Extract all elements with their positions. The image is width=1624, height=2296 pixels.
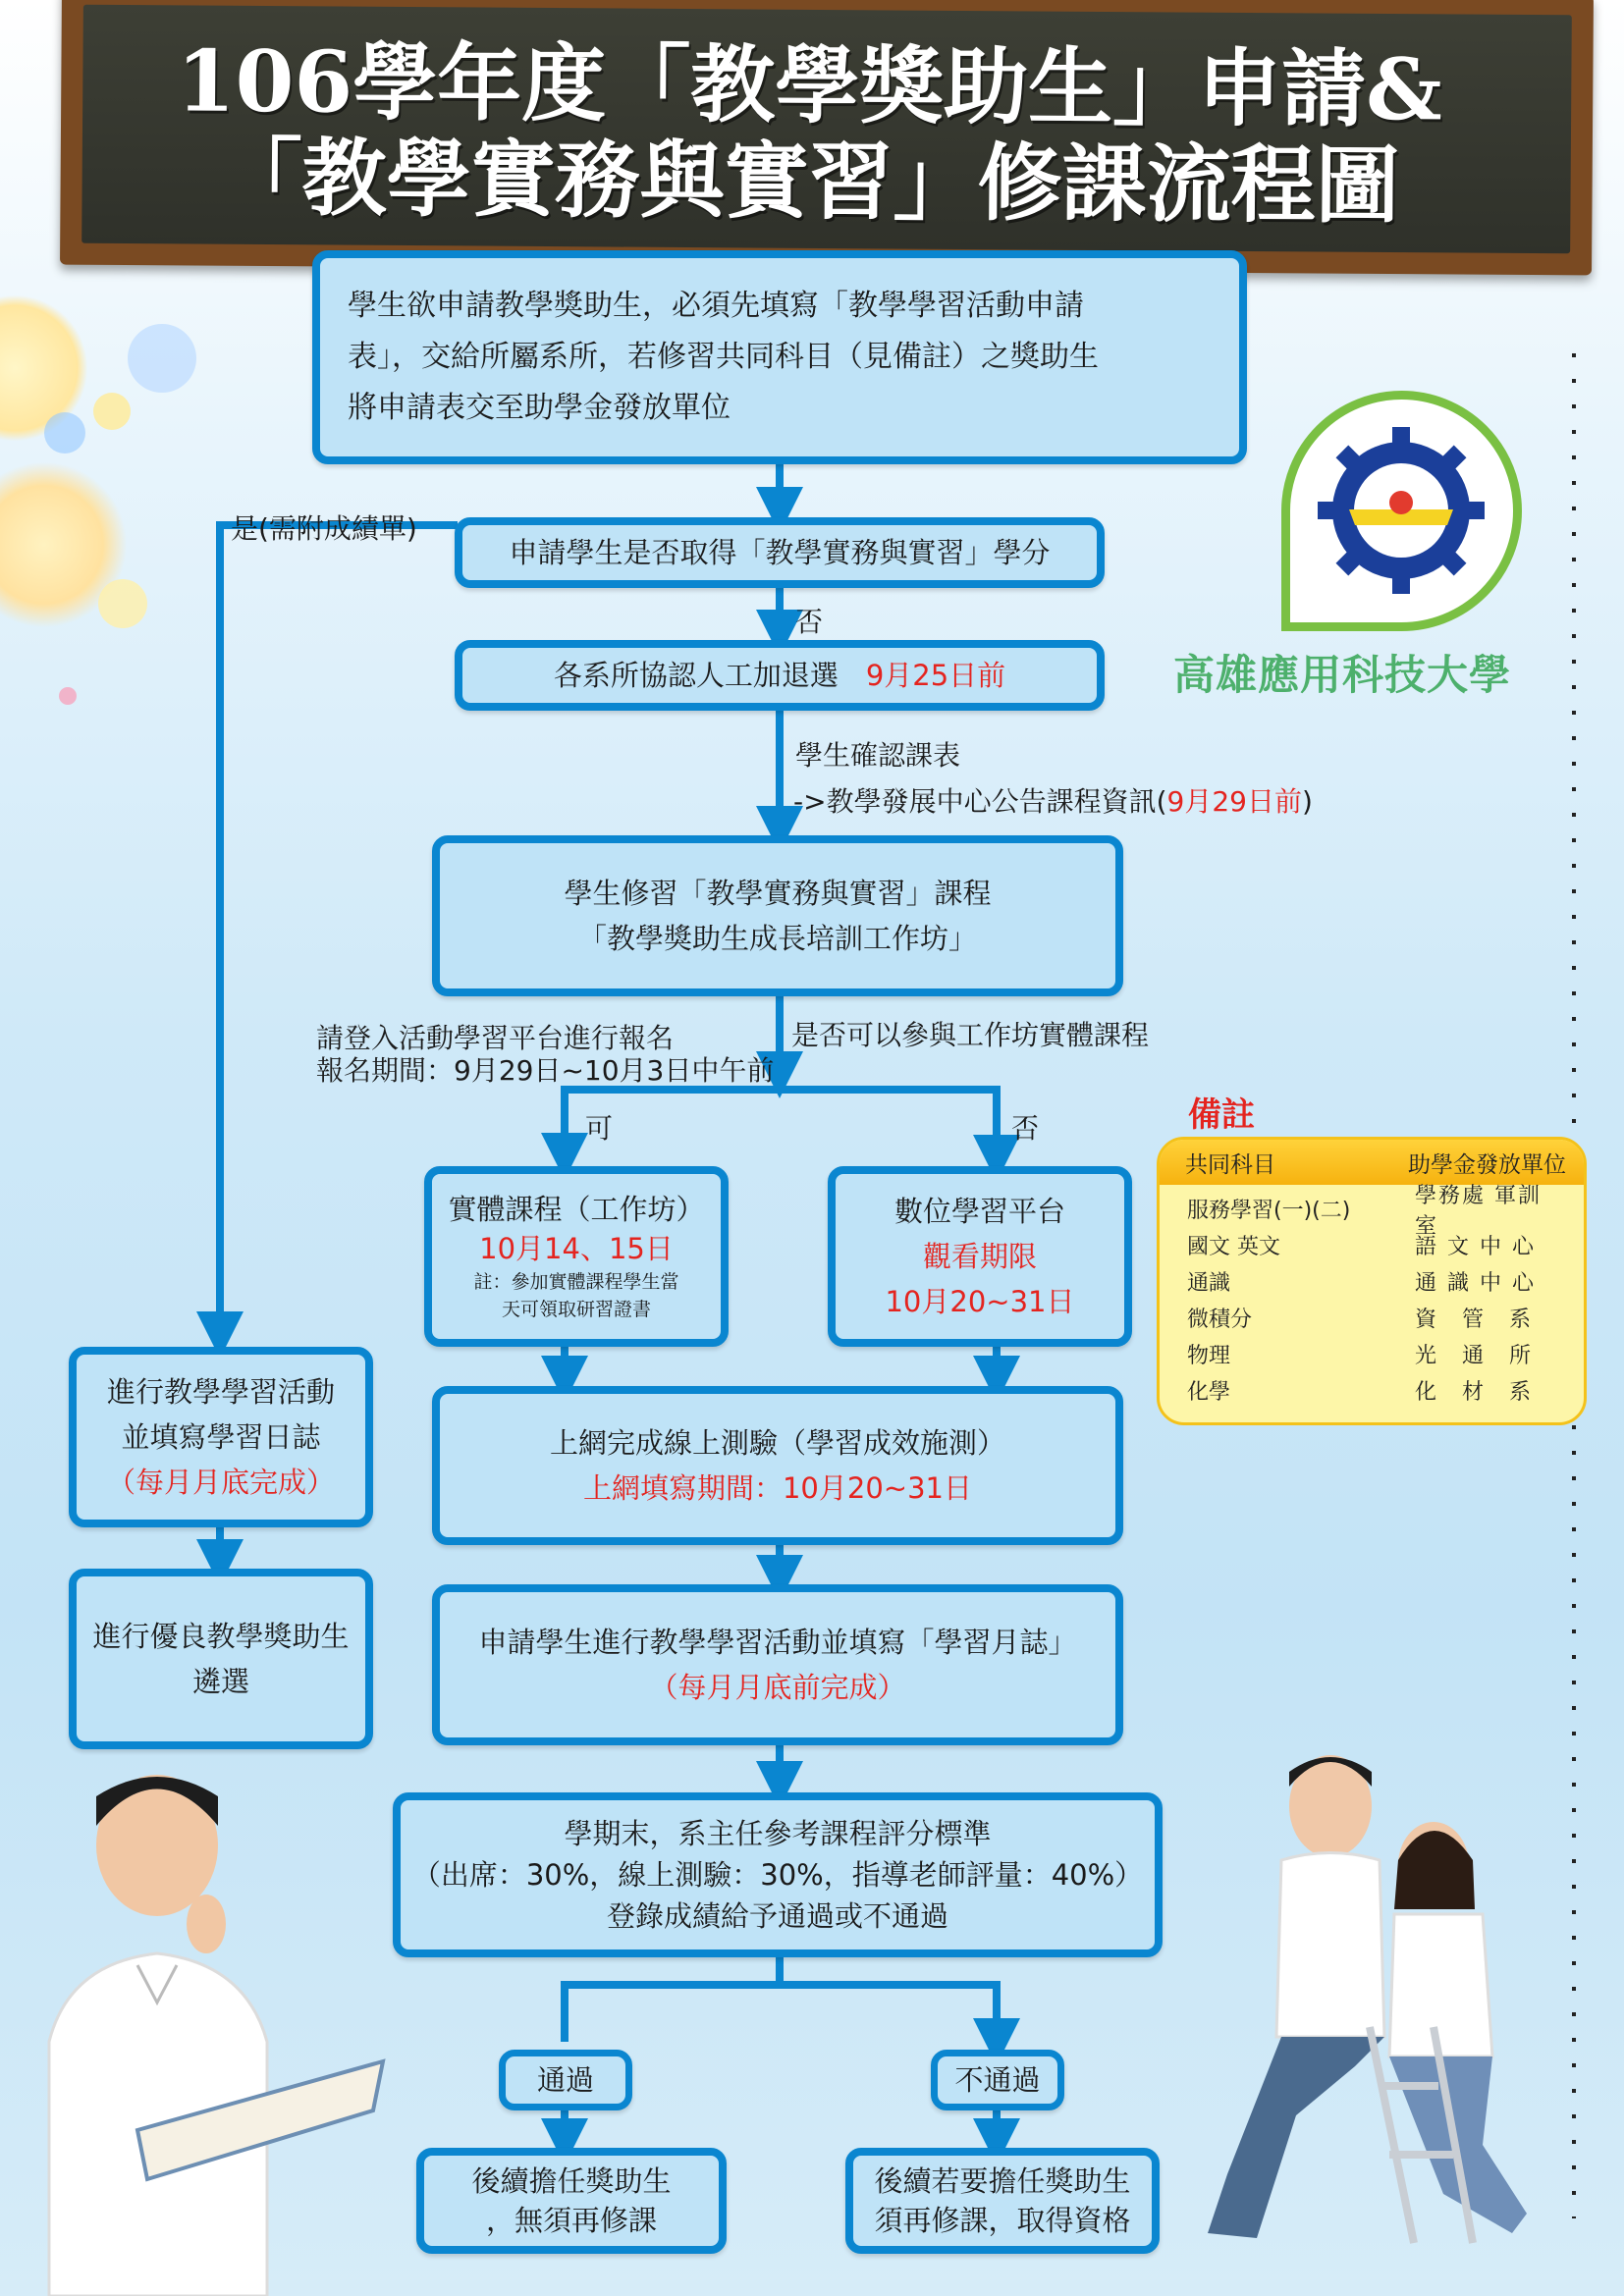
physical-date: 10月14、15日 [479, 1232, 674, 1265]
fail-result-line1: 後續若要擔任獎助生 [874, 2164, 1131, 2198]
start-box [312, 250, 1247, 464]
notes-row [1160, 1183, 1584, 1239]
digital-title: 數位學習平台 [893, 1195, 1065, 1228]
online-test-box [432, 1386, 1123, 1545]
notes-subject: 服務學習(一)(二) [1187, 1199, 1351, 1223]
selection-line2: 遴選 [191, 1665, 249, 1698]
monthly-line1: 申請學生進行教學學習活動並填寫「學習月誌」 [478, 1626, 1077, 1659]
confirm-line2-prefix: ->教學發展中心公告課程資訊( [793, 785, 1167, 818]
students-sitting-illustration [1188, 1742, 1600, 2253]
activity-box [69, 1347, 373, 1527]
notes-row [1160, 1300, 1584, 1336]
add-drop-text: 各系所協認人工加退選 [553, 659, 839, 692]
digital-period-label: 觀看期限 [922, 1240, 1037, 1273]
split-workshop [565, 1090, 997, 1158]
fail-result-box [845, 2148, 1160, 2254]
grading-line3: 登錄成績給予通過或不通過 [606, 1899, 948, 1933]
notes-unit: 化 材 系 [1415, 1380, 1534, 1405]
university-logo [1281, 391, 1522, 631]
decision-credit: 申請學生是否取得「教學實務與實習」學分 [455, 517, 1105, 588]
confirm-line2-date: 9月29日前 [1166, 785, 1302, 818]
notes-subject: 國文 英文 [1187, 1235, 1280, 1259]
selection-box [69, 1569, 373, 1749]
label-can: 可 [585, 1112, 614, 1145]
notes-subject: 通識 [1187, 1271, 1231, 1296]
online-test-line2: 上網填寫期間：10月20~31日 [582, 1471, 972, 1505]
register-note-line1: 請登入活動學習平台進行報名 [316, 1022, 675, 1054]
course-line1: 學生修習「教學實務與實習」課程 [564, 877, 992, 910]
student-reading-illustration [10, 1757, 393, 2296]
pass-result-line1: 後續擔任獎助生 [471, 2164, 672, 2198]
add-drop-box [455, 640, 1105, 711]
page-title-line2: 「教學實務與實習」修課流程圖 [217, 128, 1400, 237]
pass-box: 通過 [499, 2050, 632, 2110]
notes-subject: 微積分 [1187, 1308, 1253, 1332]
activity-line2: 並填寫學習日誌 [121, 1420, 321, 1454]
notes-unit: 學務處 軍訓室 [1415, 1183, 1542, 1239]
notes-row [1160, 1227, 1584, 1263]
notes-row [1160, 1372, 1584, 1409]
grading-box [393, 1792, 1163, 1957]
notes-unit: 通 識 中 心 [1415, 1271, 1536, 1296]
monthly-log-box [432, 1584, 1123, 1745]
start-line2: 表」，交給所屬系所，若修習共同科目（見備註）之獎助生 [348, 340, 1099, 374]
confirm-line2 [793, 780, 1313, 820]
notes-table [1157, 1137, 1587, 1425]
university-name: 高雄應用科技大學 [1173, 651, 1512, 699]
physical-note2: 天可領取研習證書 [501, 1299, 651, 1320]
label-yes-transcript: 是(需附成績單) [231, 512, 417, 545]
selection-line1: 進行優良教學獎助生 [92, 1620, 350, 1653]
physical-course-box [424, 1166, 729, 1347]
activity-line1: 進行教學學習活動 [106, 1375, 335, 1409]
notes-title: 備註 [1188, 1095, 1255, 1135]
label-no-2: 否 [1011, 1112, 1040, 1145]
notes-subject: 化學 [1187, 1380, 1231, 1405]
pass-result-line2: ，無須再修課 [485, 2204, 657, 2237]
digital-platform-box [828, 1166, 1132, 1347]
decision-workshop: 是否可以參與工作坊實體課程 [791, 1019, 1150, 1051]
monthly-line2: （每月月底前完成） [649, 1671, 906, 1704]
start-line3: 將申請表交至助學金發放單位 [348, 391, 731, 425]
physical-title: 實體課程（工作坊） [448, 1193, 705, 1226]
notes-unit: 語 文 中 心 [1415, 1235, 1536, 1259]
grading-line2: （出席：30%，線上測驗：30%，指導老師評量：40%） [411, 1858, 1144, 1892]
confirm-line2-suffix: ) [1301, 785, 1313, 818]
path-yes-left [220, 525, 458, 1335]
notes-col-subject: 共同科目 [1185, 1151, 1275, 1178]
register-note-line2: 報名期間：9月29日~10月3日中午前 [316, 1054, 775, 1087]
fail-result-line2: 須再修課，取得資格 [874, 2204, 1131, 2237]
grading-line1: 學期末，系主任參考課程評分標準 [564, 1817, 992, 1850]
physical-note1: 註：參加實體課程學生當 [473, 1271, 679, 1293]
notes-unit: 資 管 系 [1415, 1308, 1534, 1332]
add-drop-deadline: 9月25日前 [865, 659, 1006, 692]
digital-period: 10月20~31日 [885, 1285, 1075, 1318]
notes-row [1160, 1263, 1584, 1300]
gear-emblem-icon [1290, 400, 1513, 622]
notes-unit: 光 通 所 [1415, 1344, 1534, 1368]
split-grading [565, 1985, 997, 2042]
activity-line3: （每月月底完成） [106, 1466, 335, 1499]
course-box [432, 835, 1123, 996]
notes-row [1160, 1336, 1584, 1372]
start-line1: 學生欲申請教學獎助生，必須先填寫「教學學習活動申請 [348, 289, 1084, 323]
course-line2: 「教學獎助生成長培訓工作坊」 [577, 922, 977, 955]
notes-col-unit: 助學金發放單位 [1408, 1151, 1566, 1178]
confirm-line1: 學生確認課表 [795, 739, 961, 772]
page-title-line1: 106學年度「教學獎助生」申請& [176, 31, 1443, 140]
pass-result-box [416, 2148, 727, 2254]
fail-box: 不通過 [931, 2050, 1064, 2110]
label-no-1: 否 [795, 606, 824, 638]
online-test-line1: 上網完成線上測驗（學習成效施測） [549, 1426, 1005, 1460]
notes-subject: 物理 [1187, 1344, 1231, 1368]
